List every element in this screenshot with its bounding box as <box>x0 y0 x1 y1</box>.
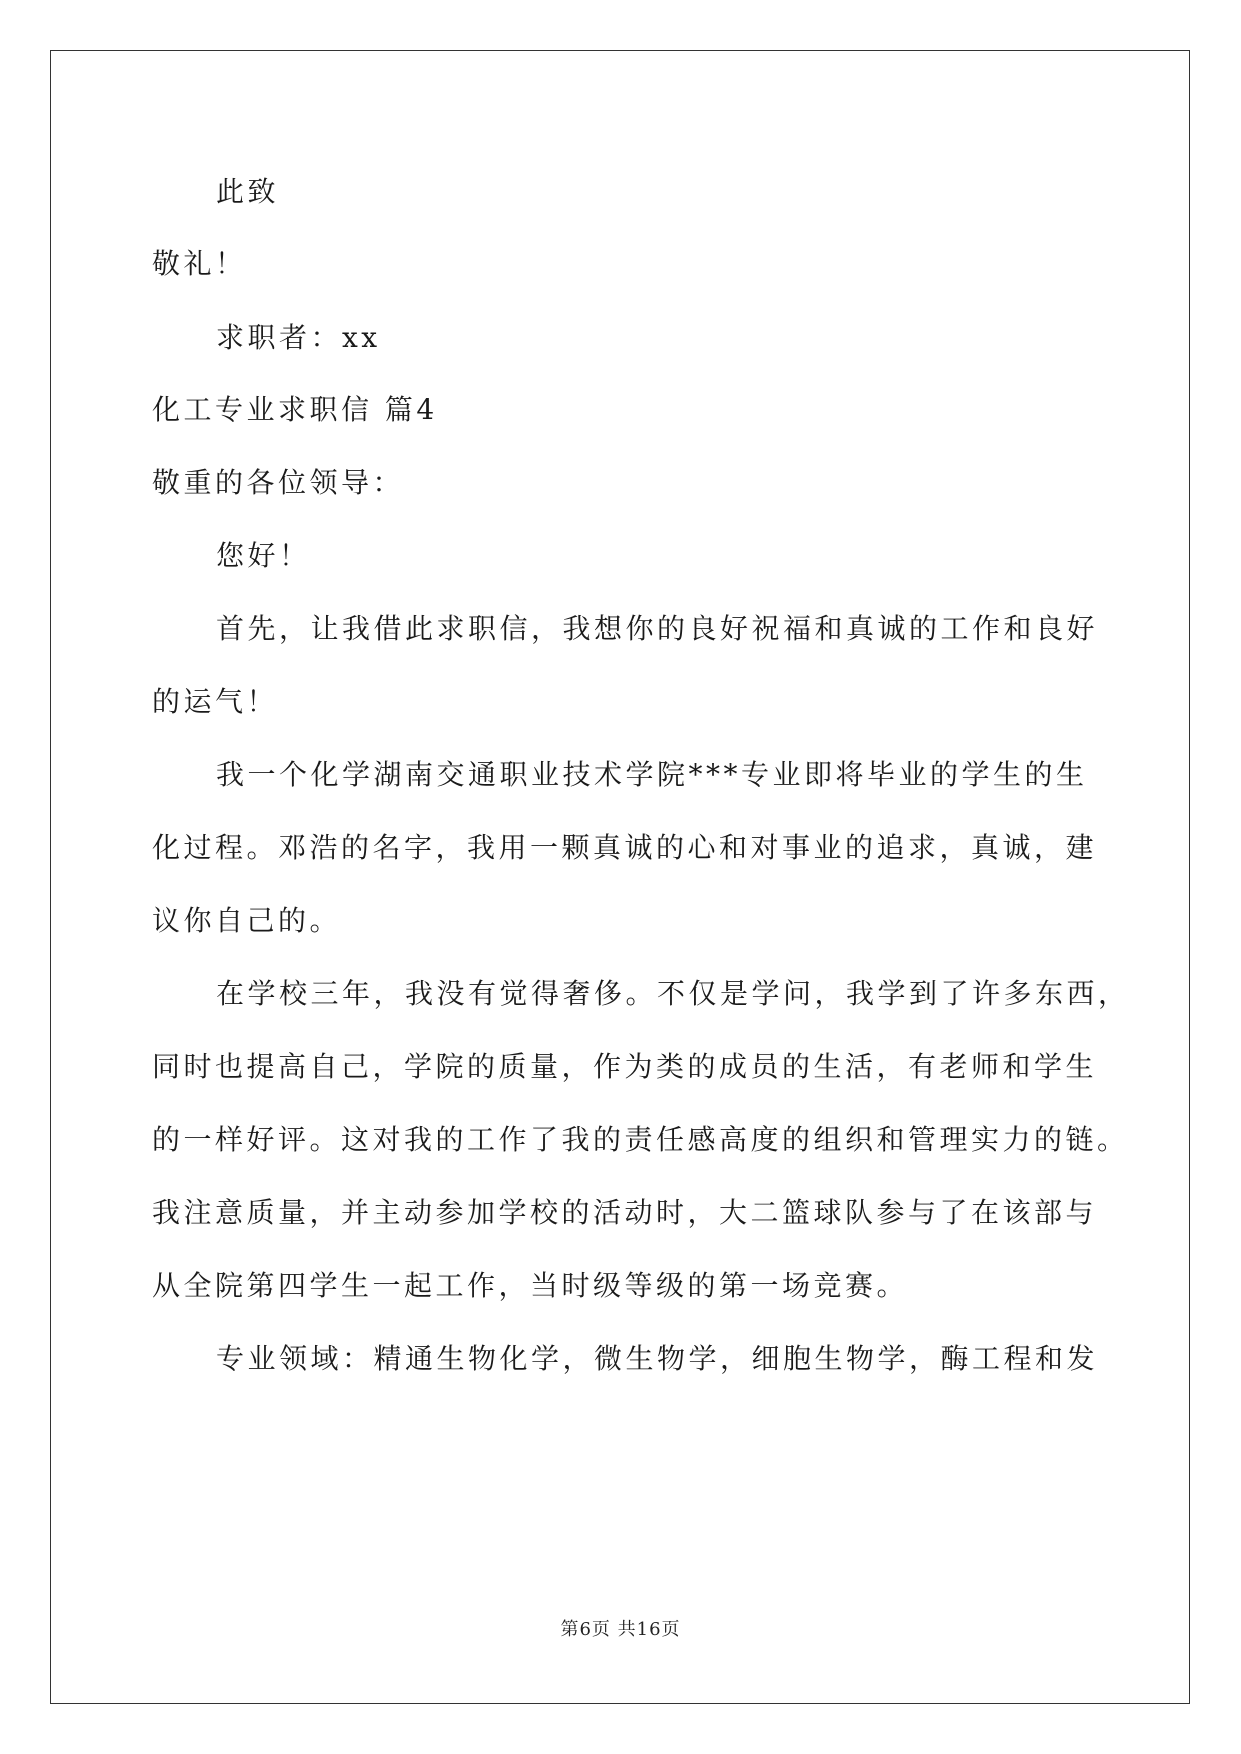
paragraph-line: 化过程。邓浩的名字，我用一颗真诚的心和对事业的追求，真诚，建 <box>152 831 1098 864</box>
paragraph-line: 在学校三年，我没有觉得奢侈。不仅是学问，我学到了许多东西， <box>216 977 1130 1010</box>
page-footer: 第6页 共16页 <box>560 1619 681 1640</box>
paragraph-line: 首先，让我借此求职信，我想你的良好祝福和真诚的工作和良好 <box>216 612 1099 645</box>
paragraph-line: 的运气！ <box>152 685 279 718</box>
hello-line: 您好！ <box>216 539 311 572</box>
greeting-line: 敬重的各位领导： <box>152 466 405 499</box>
section-heading: 化工专业求职信 篇4 <box>152 393 438 426</box>
salutation-closing: 敬礼！ <box>152 247 247 280</box>
page-border <box>50 50 1190 1704</box>
paragraph-line: 的一样好评。这对我的工作了我的责任感高度的组织和管理实力的链。 <box>152 1123 1129 1156</box>
closing-line: 此致 <box>216 175 280 208</box>
paragraph-line: 同时也提高自己，学院的质量，作为类的成员的生活，有老师和学生 <box>152 1050 1098 1083</box>
signature-line: 求职者：xx <box>216 321 381 354</box>
paragraph-line: 我注意质量，并主动参加学校的活动时，大二篮球队参与了在该部与 <box>152 1196 1098 1229</box>
paragraph-line: 我一个化学湖南交通职业技术学院***专业即将毕业的学生的生 <box>216 758 1088 791</box>
paragraph-line: 从全院第四学生一起工作，当时级等级的第一场竞赛。 <box>152 1269 909 1302</box>
paragraph-line: 专业领域：精通生物化学，微生物学，细胞生物学，酶工程和发 <box>216 1342 1099 1375</box>
paragraph-line: 议你自己的。 <box>152 904 342 937</box>
